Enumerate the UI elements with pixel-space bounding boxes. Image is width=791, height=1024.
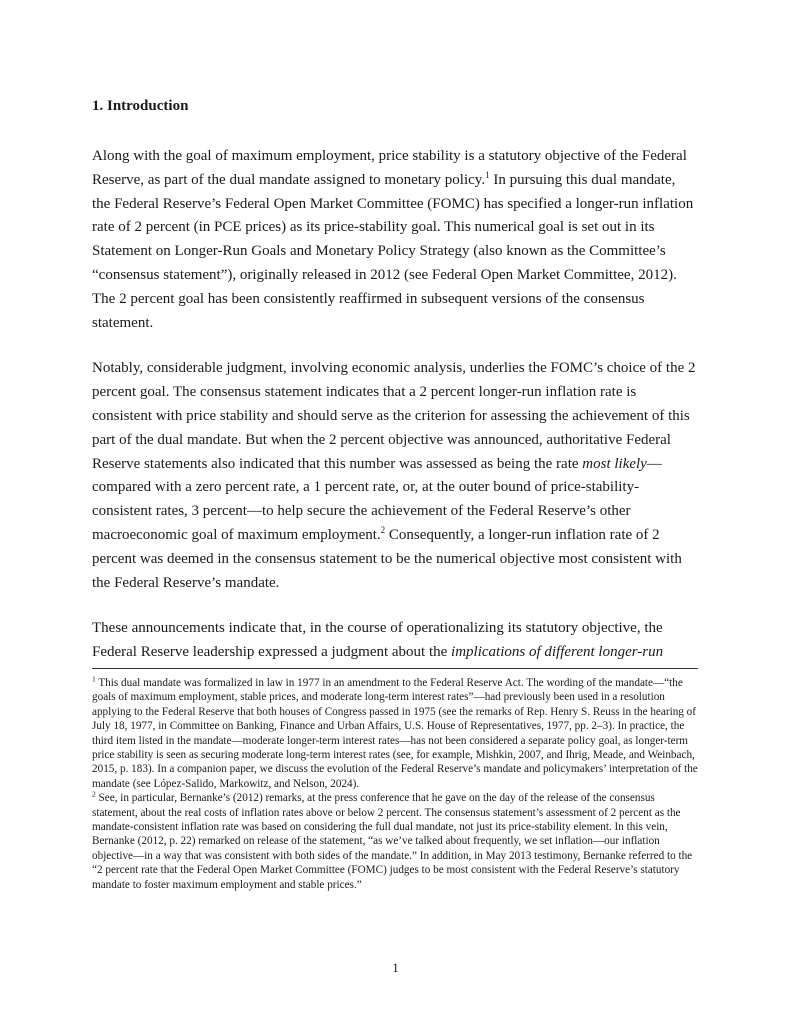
body-text <box>92 145 697 687</box>
paragraph-3-emphasis: implications of different longer-run <box>451 644 664 661</box>
footnote-ref-2[interactable]: 2 <box>380 524 386 535</box>
paragraph-2-text-c: Consequently, a longer-run inflation rate of 2 percent was deemed in the consensus statement to be the numerical objective most consistent with the Federal Reserve’s mandate. <box>92 526 682 591</box>
paragraph-1-text-b: In pursuing this dual mandate, the Federal Reserve’s Federal Open Market Committee (FOMC) has specified a longer-run inflation rate of 2 percent (in PCE prices) as its price-stability goal. This numerical goal is set out in its Statement on Longer-Run Goals and Monetary Policy Strategy (also known as the Committee’s “consensus statement”), originally released in 2012 (see Federal Open Market Committee, 2012). The 2 percent goal has been consistently reaffirmed in subsequent versions of the consensus statement. <box>92 171 694 331</box>
paragraph-3 <box>92 617 697 665</box>
paragraph-2-emphasis: most likely <box>582 455 647 472</box>
footnote-divider <box>92 668 698 669</box>
paragraph-2-text-a: Notably, considerable judgment, involving economic analysis, underlies the FOMC’s choice of the 2 percent goal. The consensus statement indicates that a 2 percent longer-run inflation rate is consistent with price stability and should serve as the criterion for assessing the achievement of this part of the dual mandate. But when the 2 percent objective was announced, authoritative Federal Reserve statements also indicated that this number was assessed as being the rate <box>92 360 696 472</box>
footnote-1-mark: 1 <box>92 674 96 684</box>
footnote-2-text: See, in particular, Bernanke’s (2012) remarks, at the press conference that he gave on the day of the release of the consensus statement, about the real costs of inflation rates above or below 2 percent. The consensus statement’s assessment of 2 percent as the mandate-consistent inflation rate was based on considering the full dual mandate, not just its price-stability element. In this vein, Bernanke (2012, p. 22) remarked on release of the statement, “as we’ve talked about frequently, we set inflation—our inflation objective—in a way that was consistent with both sides of the mandate.” In addition, in May 2013 testimony, Bernanke referred to the “2 percent rate that the Federal Open Market Committee (FOMC) judges to be most consistent with the Federal Reserve’s statutory mandate to foster maximum employment and stable prices.” <box>92 792 693 891</box>
footnote-1 <box>92 676 698 791</box>
paragraph-1-text-a: Along with the goal of maximum employment, price stability is a statutory objective of the Federal Reserve, as part of the dual mandate assigned to monetary policy. <box>92 148 687 188</box>
paragraph-1 <box>92 145 697 335</box>
paragraph-3-text-a: These announcements indicate that, in the course of operationalizing its statutory objective, the Federal Reserve leadership expressed a judgment about the <box>92 620 663 661</box>
page-number: 1 <box>392 960 399 975</box>
paragraph-2-text-b: —compared with a zero percent rate, a 1 percent rate, or, at the outer bound of price-stability-consistent rates, 3 percent—to help secure the achievement of the Federal Reserve’s other macroeconomic goal of maximum employment. <box>92 455 662 543</box>
footnote-2 <box>92 791 698 892</box>
section-heading: 1. Introduction <box>92 98 189 114</box>
paragraph-2 <box>92 357 697 595</box>
footnote-1-text: This dual mandate was formalized in law in 1977 in an amendment to the Federal Reserve Act. The wording of the mandate—“the goals of maximum employment, stable prices, and moderate long-term interest rates”—had previously been used in a resolution applying to the Federal Reserve that both houses of Congress passed in 1975 (see the remarks of Rep. Henry S. Reuss in the hearing of July 18, 1977, in Committee on Banking, Finance and Urban Affairs, U.S. House of Representatives, 1977, pp. 2–3). In practice, the third item listed in the mandate—moderate longer-term interest rates—has not been considered a separate policy goal, as longer-term price stability is seen as securing moderate long-term interest rates (see, for example, Mishkin, 2007, and Ihrig, Meade, and Weinbach, 2015, p. 183). In a companion paper, we discuss the evolution of the Federal Reserve’s mandate and policymakers’ interpretation of the mandate (see López-Salido, Markowitz, and Nelson, 2024). <box>92 677 698 790</box>
footnotes <box>92 676 698 892</box>
footnote-ref-1[interactable]: 1 <box>485 169 490 180</box>
footnote-2-mark: 2 <box>92 789 96 799</box>
